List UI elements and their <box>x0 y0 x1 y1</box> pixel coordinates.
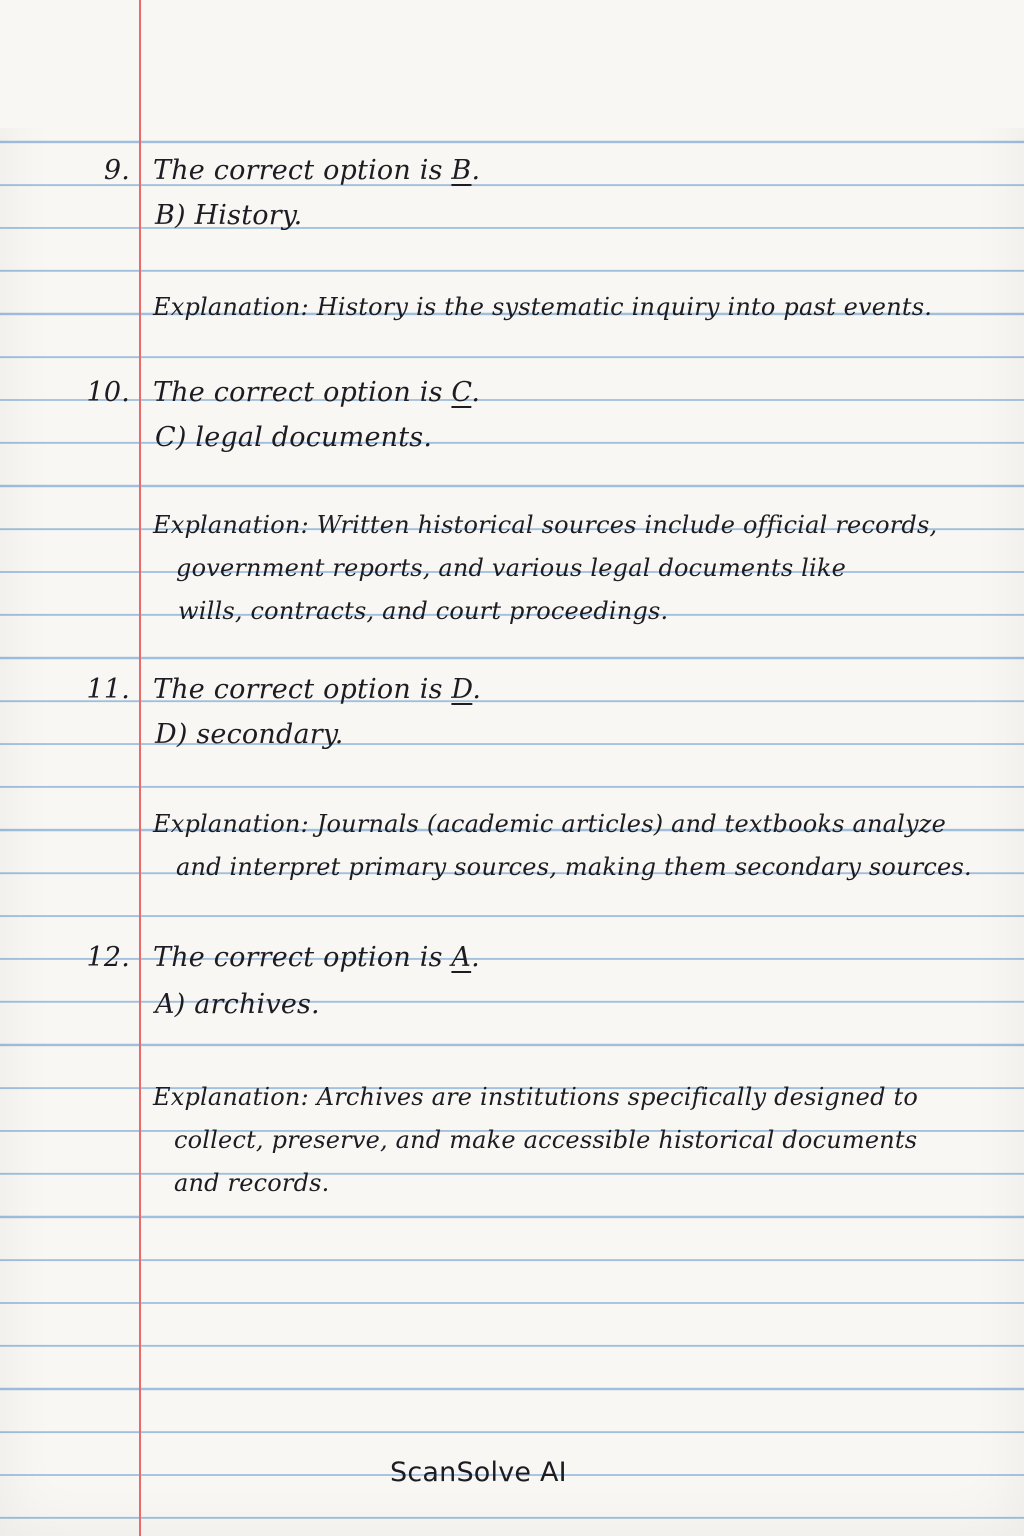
correct-option-suffix: . <box>471 377 481 408</box>
explanation-line: Explanation: Archives are institutions specifically designed to <box>153 1083 918 1111</box>
explanation-line: Explanation: History is the systematic inquiry into past events. <box>153 293 933 321</box>
margin-line <box>139 0 141 1536</box>
answer-text: C) legal documents. <box>155 422 433 453</box>
explanation-line: Explanation: Journals (academic articles) and textbooks analyze <box>153 810 947 838</box>
explanation-line: and interpret primary sources, making them secondary sources. <box>176 853 972 881</box>
correct-option-prefix: The correct option is <box>153 155 452 186</box>
question-number: 10. <box>86 377 130 408</box>
correct-option-line <box>153 377 480 408</box>
correct-option-letter: C <box>451 377 472 408</box>
explanation-line: collect, preserve, and make accessible historical documents <box>174 1126 918 1154</box>
answer-text: D) secondary. <box>155 719 344 750</box>
answer-text: A) archives. <box>155 989 320 1020</box>
correct-option-letter: A <box>451 942 472 973</box>
explanation-line: wills, contracts, and court proceedings. <box>178 597 669 625</box>
correct-option-letter: B <box>451 155 472 186</box>
question-number: 11. <box>86 674 130 705</box>
question-number: 12. <box>86 942 130 973</box>
explanation-line: Explanation: Written historical sources include official records, <box>153 511 938 539</box>
answer-text: B) History. <box>155 200 303 231</box>
question-number: 9. <box>103 155 130 186</box>
correct-option-line <box>153 674 481 705</box>
correct-option-prefix: The correct option is <box>153 377 452 408</box>
footer-brand: ScanSolve AI <box>390 1457 567 1488</box>
correct-option-prefix: The correct option is <box>153 674 452 705</box>
explanation-line: and records. <box>174 1169 330 1197</box>
correct-option-suffix: . <box>471 942 480 973</box>
correct-option-suffix: . <box>472 674 482 705</box>
correct-option-line <box>153 942 480 973</box>
correct-option-letter: D <box>451 674 473 705</box>
correct-option-prefix: The correct option is <box>153 942 452 973</box>
correct-option-suffix: . <box>471 155 481 186</box>
explanation-line: government reports, and various legal documents like <box>176 554 847 582</box>
correct-option-line <box>153 155 480 186</box>
